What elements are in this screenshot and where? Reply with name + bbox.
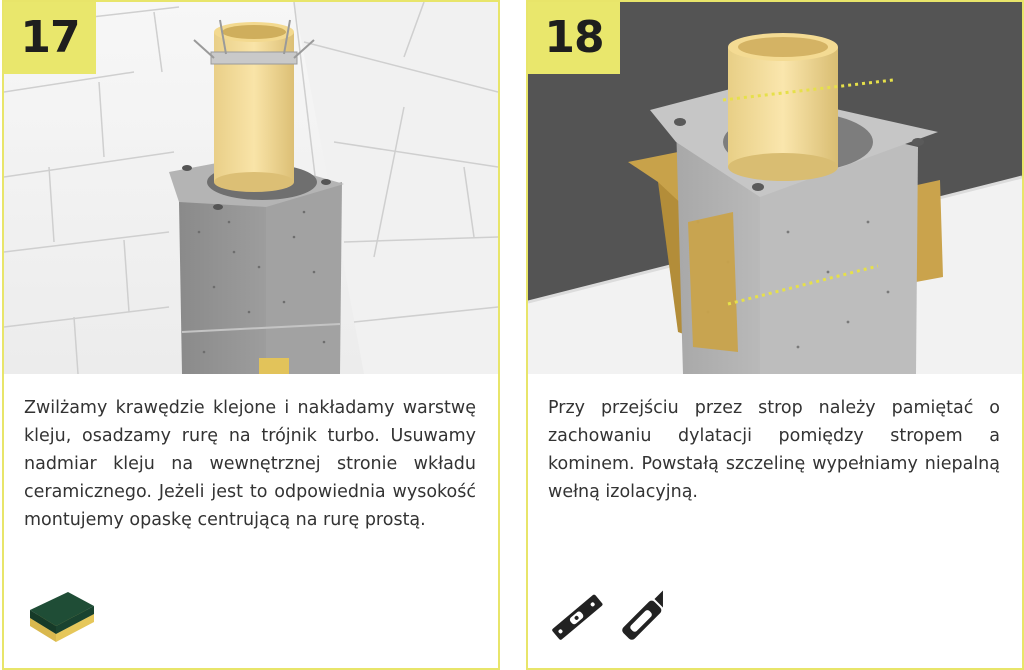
step-description: Przy przejściu przez strop należy pamiętać o zachowaniu dylatacji pomiędzy stropem a kominem. Powstałą szczelinę wypełniamy niepalną wełną izolacyjną. [548,398,1000,502]
spirit-level-icon [548,584,608,648]
step-description: Zwilżamy krawędzie klejone i nakładamy warstwę kleju, osadzamy rurę na trójnik turbo. Usuwamy nadmiar kleju na wewnętrznej stronie wkładu ceramicznego. Jeżeli jest to odpowiednia wysokość montujemy opaskę centrującą na rurę prostą. [24,398,476,530]
step-card-18 [526,0,1024,670]
step-number-badge: 18 [528,2,620,74]
step-number-badge: 17 [4,2,96,74]
tools-row [548,584,676,648]
step-card-17 [2,0,500,670]
utility-knife-icon [616,584,676,648]
sponge-icon [24,584,96,648]
tools-row [24,584,96,648]
